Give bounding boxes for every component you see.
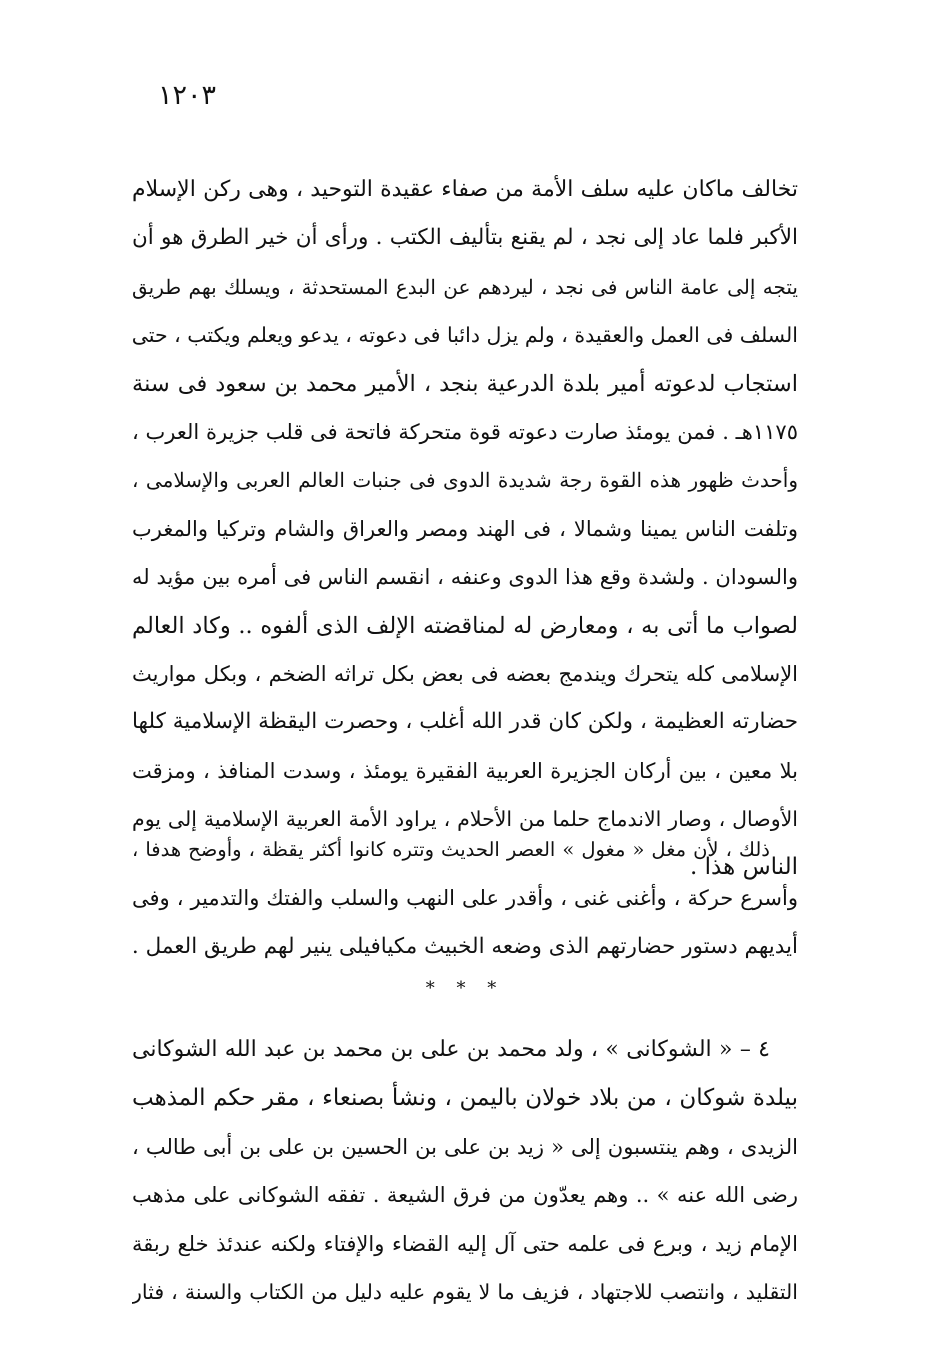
page-number: ١٢٠٣: [158, 80, 217, 111]
text-line: التقليد ، وانتصب للاجتهاد ، فزيف ما لا يقوم عليه دليل من الكتاب والسنة ، فثار: [132, 1279, 798, 1304]
text-line: وأحدث ظهور هذه القوة رجة شديدة الدوى فى جنبات العالم العربى والإسلامى ،: [132, 468, 798, 493]
text-line: بلا معين ، بين أركان الجزيرة العربية الفقيرة يومئذ ، وسدت المنافذ ، ومزقت: [132, 758, 798, 783]
text-line: لصواب ما أتى به ، ومعارض له لمناقضته الإلف الذى ألفوه .. وكاد العالم: [132, 612, 798, 639]
text-line: ٤ – « الشوكانى » ، ولد محمد بن على بن محمد بن عبد الله الشوكانى: [132, 1037, 770, 1062]
paragraph-2: [132, 826, 798, 971]
text-line: السلف فى العمل والعقيدة ، ولم يزل دائبا فى دعوته ، يدعو ويعلم ويكتب ، حتى: [132, 323, 798, 348]
text-line: يتجه إلى عامة الناس فى نجد ، ليردهم عن البدع المستحدثة ، ويسلك بهم طريق: [132, 274, 798, 299]
text-line: الإمام زيد ، وبرع فى علمه حتى آل إليه القضاء والإفتاء ولكنه عندئذ خلع ربقة: [132, 1231, 798, 1256]
text-line: الإسلامى كله يتحرك ويندمج بعضه فى بعض بكل تراثه الضخم ، وبكل مواريث: [132, 661, 798, 686]
paragraph-1: [132, 166, 798, 892]
text-line: تخالف ماكان عليه سلف الأمة من صفاء عقيدة التوحيد ، وهى ركن الإسلام: [132, 177, 798, 202]
paragraph-3: [132, 1026, 798, 1316]
text-line: ١١٧٥هـ . فمن يومئذ صارت دعوته قوة متحركة فاتحة فى قلب جزيرة العرب ،: [132, 419, 798, 444]
section-separator: * * *: [425, 978, 505, 999]
text-line: الناس هذا .: [690, 854, 798, 881]
text-line: وتلفت الناس يمينا وشمالا ، فى الهند ومصر والعراق والشام وتركيا والمغرب: [132, 516, 798, 541]
text-line: أيديهم دستور حضارتهم الذى وضعه الخبيث مكيافيلى ينير لهم طريق العمل .: [132, 933, 798, 959]
text-line: وأسرع حركة ، وأغنى غنى ، وأقدر على النهب والسلب والفتك والتدمير ، وفى: [132, 886, 798, 911]
text-line: الأكبر فلما عاد إلى نجد ، لم يقنع بتأليف الكتب . ورأى أن خير الطرق هو أن: [132, 225, 798, 251]
text-line: استجاب لدعوته أمير بلدة الدرعية بنجد ، الأمير محمد بن سعود فى سنة: [132, 370, 798, 397]
text-line: ذلك ، لأن مغل « مغول » العصر الحديث وتتره كانوا أكثر يقظة ، وأوضح هدفا ،: [132, 838, 770, 861]
text-line: حضارته العظيمة ، ولكن كان قدر الله أغلب ، وحصرت اليقظة الإسلامية كلها: [132, 709, 798, 735]
text-line: رضى الله عنه » .. وهم يعدّون من فرق الشيعة . تفقه الشوكانى على مذهب: [132, 1183, 798, 1208]
text-line: الأوصال ، وصار الاندماج حلما من الأحلام ، يراود الأمة العربية الإسلامية إلى يوم: [132, 807, 798, 832]
text-line: الزيدى ، وهم ينتسبون إلى « زيد بن على بن الحسين بن على بن أبى طالب ،: [132, 1134, 798, 1159]
text-line: بيلدة شوكان ، من بلاد خولان باليمن ، ونشأ بصنعاء ، مقر حكم المذهب: [132, 1085, 798, 1112]
text-line: والسودان . ولشدة وقع هذا الدوى وعنفه ، انقسم الناس فى أمره بين مؤيد له: [132, 565, 798, 590]
